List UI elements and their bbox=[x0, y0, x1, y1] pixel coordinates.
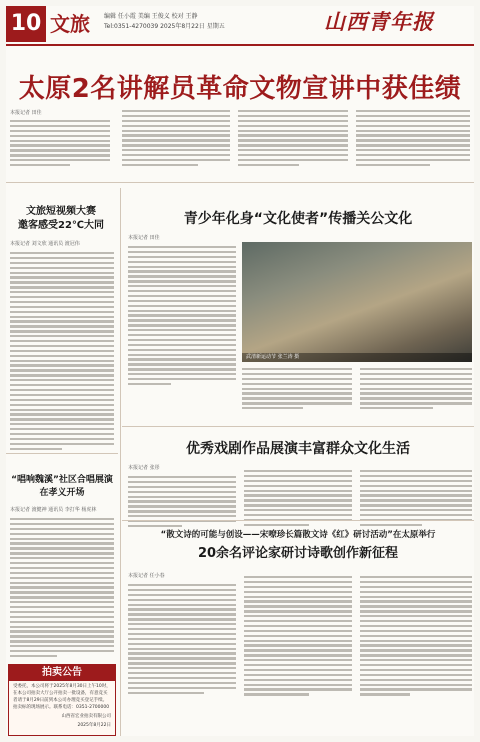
sidebar1-title-line2: 邀客感受22℃大同 bbox=[17, 220, 105, 231]
auction-notice-date: 2025年8月22日 bbox=[77, 723, 111, 728]
lead-body-col4 bbox=[356, 110, 470, 166]
column-divider bbox=[120, 188, 121, 736]
contact-line: Tel:0351-4270039 2025年8月22日 星期五 bbox=[104, 23, 225, 30]
feature-photo bbox=[242, 242, 472, 362]
lead-body-col2 bbox=[122, 110, 230, 166]
masthead-rule bbox=[6, 44, 474, 46]
poetry-body-col1 bbox=[128, 584, 236, 694]
feature-headline: 青少年化身“文化使者”传播关公文化 bbox=[183, 211, 413, 227]
section-name: 文旅 bbox=[50, 12, 90, 36]
sidebar-divider bbox=[6, 453, 118, 454]
editor-line: 编辑 任小霞 美编 王俊义 校对 王静 bbox=[104, 13, 198, 20]
drama-body-col2 bbox=[244, 470, 352, 526]
auction-notice-company: 山西省宏业拍卖有限公司 bbox=[61, 714, 111, 719]
sidebar1-body bbox=[10, 252, 114, 450]
sidebar1-title-line1: 文旅短视频大赛 bbox=[26, 206, 96, 217]
auction-notice-body: 受委托，本公司将于2025年8月30日上午10时，在本公司拍卖大厅公开拍卖一批设备，有意竞买者请于8月29日前到本公司办理竞买登记手续。拍卖标的现场展示。联系电话：0351-2700000 bbox=[13, 684, 111, 710]
sidebar2-byline: 本报记者 渡健神 通讯员 李打华 杨虎林 bbox=[10, 507, 97, 513]
feature-divider bbox=[122, 426, 474, 427]
feature-byline: 本报记者 田佳 bbox=[128, 235, 160, 241]
poetry-headline-line1: “散文诗的可能与创设——宋嘹珍长篇散文诗《红》研讨活动”在太原举行 bbox=[160, 530, 436, 540]
drama-body-col3 bbox=[360, 470, 472, 526]
feature-body-col1 bbox=[128, 246, 236, 385]
poetry-headline-line2: 20余名评论家研讨诗歌创作新征程 bbox=[197, 546, 399, 561]
lead-body-col1 bbox=[10, 120, 110, 166]
auction-notice bbox=[8, 664, 116, 736]
sidebar2-body bbox=[10, 518, 114, 657]
newspaper-logo: 山西青年报 bbox=[324, 9, 434, 34]
drama-headline: 优秀戏剧作品展演丰富群众文化生活 bbox=[186, 441, 410, 457]
feature-photo-caption: 武清新运动节 张兰涛 摄 bbox=[242, 353, 472, 362]
feature-body-col2 bbox=[242, 368, 352, 409]
sidebar1-byline: 本报记者 刘文欣 通讯员 渡冠伟 bbox=[10, 241, 80, 247]
drama-divider bbox=[122, 520, 474, 521]
auction-notice-title: 拍卖公告 bbox=[9, 665, 115, 681]
poetry-body-col3 bbox=[360, 576, 472, 696]
sidebar2-title-line1: “唱响魏溪”社区合唱展演 bbox=[11, 475, 113, 485]
sidebar2-title-line2: 在孝义开场 bbox=[39, 488, 85, 498]
lead-byline: 本报记者 田佳 bbox=[10, 110, 42, 116]
lead-body-col3 bbox=[238, 110, 348, 166]
section-divider bbox=[6, 182, 474, 183]
feature-body-col3 bbox=[360, 368, 472, 409]
lead-headline: 太原2名讲解员革命文物宣讲中获佳绩 bbox=[18, 74, 462, 104]
poetry-byline: 本报记者 任小春 bbox=[128, 573, 165, 579]
poetry-body-col2 bbox=[244, 576, 352, 696]
drama-byline: 本报记者 张彤 bbox=[128, 465, 160, 471]
page-number: 10 bbox=[6, 6, 46, 42]
